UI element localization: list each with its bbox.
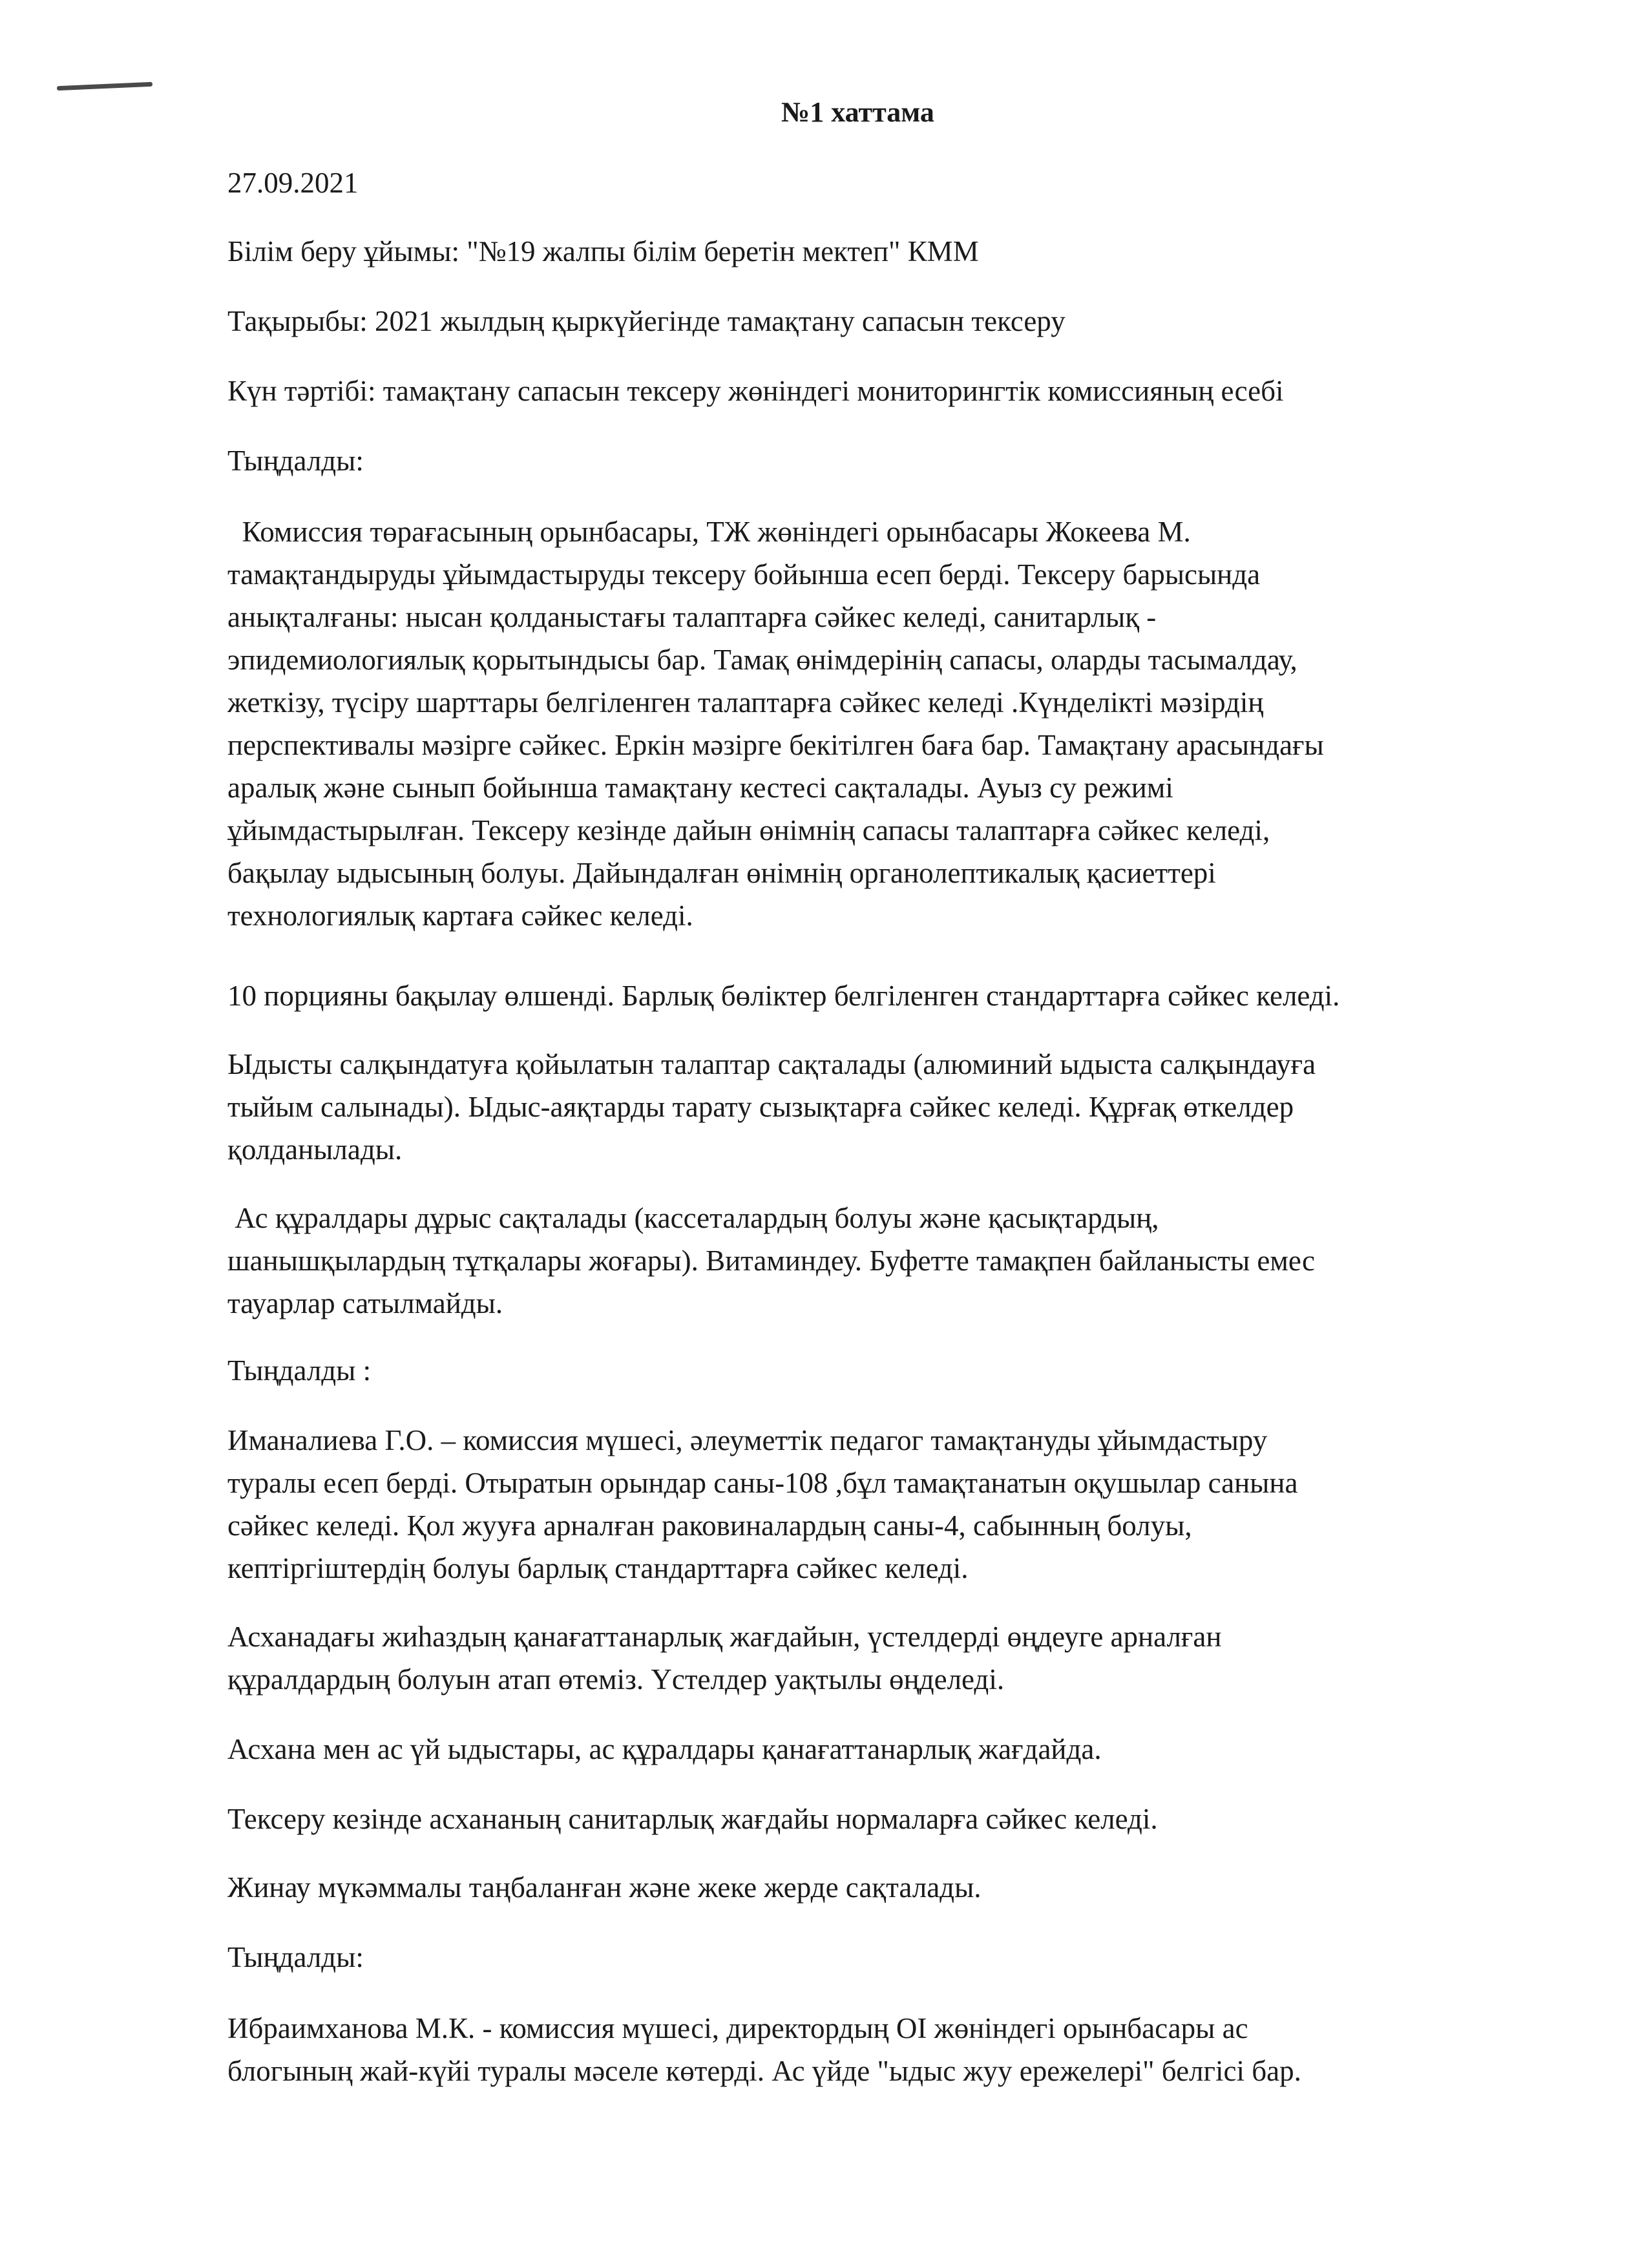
paragraph-2: 10 порцияны бақылау өлшенді. Барлық бөліктер белгіленген стандарттарға сәйкес келеді. <box>227 980 1340 1012</box>
paragraph-4-line: тауарлар сатылмайды. <box>227 1287 503 1319</box>
paragraph-5 <box>227 1419 1507 1590</box>
paragraph-10 <box>227 2007 1507 2092</box>
paragraph-3-line: Ыдысты салқындатуға қойылатын талаптар сақталады (алюминий ыдыста салқындауға <box>227 1048 1316 1080</box>
heard-heading-1: Тыңдалды: <box>227 445 364 477</box>
paragraph-6-line: құралдардың болуын атап өтеміз. Үстелдер уақтылы өңделеді. <box>227 1663 1005 1696</box>
paragraph-4-line: Ас құралдары дұрыс сақталады (кассеталардың болуы және қасықтардың, <box>227 1202 1159 1234</box>
paragraph-3-line: қолданылады. <box>227 1133 403 1166</box>
paragraph-3 <box>227 1043 1507 1171</box>
paragraph-8: Тексеру кезінде асхананың санитарлық жағдайы нормаларға сәйкес келеді. <box>227 1803 1158 1835</box>
paragraph-1-line: аралық және сынып бойынша тамақтану кестесі сақталады. Ауыз су режимі <box>227 772 1173 804</box>
paragraph-9: Жинау мүкәммалы таңбаланған және жеке жерде сақталады. <box>227 1871 982 1904</box>
paragraph-4-line: шанышқылардың тұтқалары жоғары). Витаминдеу. Буфетте тамақпен байланысты емес <box>227 1244 1315 1277</box>
topic-line: Тақырыбы: 2021 жылдың қыркүйегінде тамақтану сапасын тексеру <box>227 305 1066 337</box>
organization-line: Білім беру ұйымы: "№19 жалпы білім беретін мектеп" КММ <box>227 235 979 268</box>
paragraph-5-line: кептіргіштердің болуы барлық стандарттарға сәйкес келеді. <box>227 1552 969 1584</box>
paragraph-5-line: туралы есеп берді. Отыратын орындар саны-108 ,бұл тамақтанатын оқушылар санына <box>227 1467 1298 1499</box>
paragraph-6-line: Асханадағы жиһаздың қанағаттанарлық жағдайын, үстелдерді өңдеуге арналған <box>227 1621 1222 1653</box>
paragraph-1-line: перспективалы мәзірге сәйкес. Еркін мәзірге бекітілген баға бар. Тамақтану арасындағы <box>227 729 1324 761</box>
heard-heading-3: Тыңдалды: <box>227 1941 364 1973</box>
paragraph-6 <box>227 1615 1507 1701</box>
document-date: 27.09.2021 <box>227 167 359 199</box>
paragraph-1-line: тамақтандыруды ұйымдастыруды тексеру бойынша есеп берді. Тексеру барысында <box>227 558 1261 591</box>
paragraph-1-line: бақылау ыдысының болуы. Дайындалған өнімнің органолептикалық қасиеттері <box>227 857 1216 889</box>
paragraph-1-line: технологиялық картаға сәйкес келеді. <box>227 899 693 932</box>
paragraph-5-line: сәйкес келеді. Қол жууға арналған раковиналардың саны-4, сабынның болуы, <box>227 1509 1192 1542</box>
paragraph-4 <box>227 1197 1507 1325</box>
paragraph-1-line: жеткізу, түсіру шарттары белгіленген талаптарға сәйкес келеді .Күнделікті мәзірдің <box>227 686 1264 719</box>
document-title: №1 хаттама <box>781 96 934 128</box>
paragraph-10-line: блогының жай-күйі туралы мәселе көтерді. Ас үйде "ыдыс жуу ережелері" белгісі бар. <box>227 2055 1301 2087</box>
paragraph-10-line: Ибраимханова М.К. - комиссия мүшесі, директордың ОІ жөніндегі орынбасары ас <box>227 2012 1248 2044</box>
paragraph-1-line: Комиссия төрағасының орынбасары, ТЖ жөніндегі орынбасары Жокеева М. <box>227 516 1191 548</box>
agenda-line: Күн тәртібі: тамақтану сапасын тексеру жөніндегі мониторингтік комиссияның есебі <box>227 375 1284 407</box>
paragraph-5-line: Иманалиева Г.О. – комиссия мүшесі, әлеуметтік педагог тамақтануды ұйымдастыру <box>227 1424 1268 1456</box>
paragraph-1 <box>227 510 1507 937</box>
paragraph-1-line: анықталғаны: нысан қолданыстағы талаптарға сәйкес келеді, санитарлық - <box>227 601 1157 633</box>
paragraph-1-line: эпидемиологиялық қорытындысы бар. Тамақ өнімдерінің сапасы, оларды тасымалдау, <box>227 644 1297 676</box>
scan-mark <box>57 82 152 90</box>
paragraph-7: Асхана мен ас үй ыдыстары, ас құралдары қанағаттанарлық жағдайда. <box>227 1733 1102 1765</box>
paragraph-3-line: тыйым салынады). Ыдыс-аяқтарды тарату сызықтарға сәйкес келеді. Құрғақ өткелдер <box>227 1091 1294 1123</box>
heard-heading-2: Тыңдалды : <box>227 1354 372 1387</box>
paragraph-1-line: ұйымдастырылған. Тексеру кезінде дайын өнімнің сапасы талаптарға сәйкес келеді, <box>227 814 1270 846</box>
